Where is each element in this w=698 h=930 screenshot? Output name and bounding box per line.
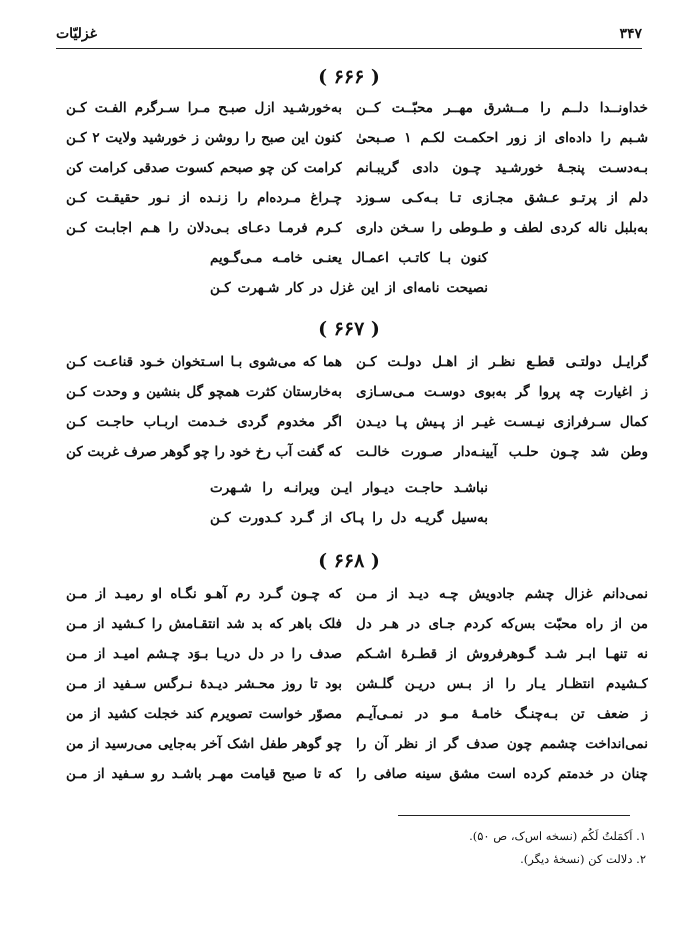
verse-second-hemistich: مصوّر خواست تصویرم کند خجلت کشید از من <box>66 706 342 722</box>
verse-first-hemistich: به‌بلبل ناله کردی لطف و طـوطی را سـخن داری <box>356 220 648 236</box>
poem-number: ( ۶۶۷ ) <box>318 318 380 340</box>
verse-first-hemistich: وطن شد چـون حلـب آیینـه‌دار صـورت خالـت <box>356 444 648 460</box>
verse-first-hemistich: نمی‌انداخت چشمم چون صدف گر از نظر آن را <box>356 736 648 752</box>
verse-second-hemistich: به‌خورشـید ازل صبـح مـرا سـرگرم الفـت کـن <box>66 100 342 116</box>
poem-number: ( ۶۶۸ ) <box>318 550 380 572</box>
running-title: غزلیّات <box>56 26 97 42</box>
verse-first-hemistich: من از راه محبّت بس‌که کردم جـای در هـر دل <box>356 616 648 632</box>
verse-second-hemistich: کنون این صبح را روشن ز خورشید ولایت ۲ کـن <box>66 130 342 146</box>
verse-first-hemistich: شـبم را داده‌ای از زور احکمـت لکـم ۱ صـبحیٰ <box>356 130 648 146</box>
verse-first-hemistich: چنان در خدمتم کرده است مشق سینه صافی را <box>356 766 648 782</box>
verse-second-hemistich: هما که می‌شوی بـا اسـتخوان خـود قناعـت کـن <box>66 354 342 370</box>
verse-second-hemistich: چو گوهر طفل اشک آخر به‌جایی می‌رسید از من <box>66 736 342 752</box>
verse-second-hemistich: بود تا روز محـشر دیـدهٔ نـرگس سـفید از مـن <box>66 676 342 692</box>
verse-second-hemistich: کرامت کن چو صبحم کسوت صدقی کرامت کن <box>66 160 342 176</box>
verse-second-hemistich: صدف را در دل دریـا بـوَد چـشم امیـد از مـن <box>66 646 342 662</box>
closing-first-hemistich: نباشـد حاجـت دیـوار ایـن ویرانـه را شـهرت <box>210 480 488 496</box>
verse-first-hemistich: کـشیدم انتظـار یـار را از بـس دریـن گلـشن <box>356 676 648 692</box>
verse-second-hemistich: فلک باهر که بد شد انتقـامش را کـشید از مـن <box>66 616 342 632</box>
footnote: ۱. اَکمَلتُ لَکُم (نسخه اس‌ک، ص ۵۰). <box>469 829 646 843</box>
verse-second-hemistich: که چـون گـرد رم آهـو نگـاه او رمیـد از مـن <box>66 586 342 602</box>
closing-first-hemistich: کنون بـا کاتـب اعمـال یعنـی خامـه مـی‌گـویم <box>210 250 488 266</box>
verse-first-hemistich: دلم از پرتـو عـشق مجـازی تـا بـه‌کـی سـوزد <box>356 190 648 206</box>
page-header <box>56 22 642 49</box>
verse-first-hemistich: خداونــدا دلــم را مــشرق مهــر محبّــت کــن <box>356 100 648 116</box>
footnote-separator <box>398 815 630 816</box>
verse-second-hemistich: به‌خارستان کثرت همچو گل بنشین و وحدت کـن <box>66 384 342 400</box>
verse-second-hemistich: اگر مخدوم گردی خـدمت اربـاب حاجـت کـن <box>66 414 342 430</box>
footnote: ۲. دلالت کن (نسخهٔ دیگر). <box>520 852 646 866</box>
closing-second-hemistich: به‌سیل گریـه دل را پـاک از گـرد کـدورت کـن <box>210 510 488 526</box>
verse-first-hemistich: نمی‌دانم غزال چشم جادویش چـه دیـد از مـن <box>356 586 648 602</box>
verse-first-hemistich: کمال سـرفرازی نیـسـت غیـر از پـیش پـا دیـدن <box>356 414 648 430</box>
verse-first-hemistich: نه تنهـا ابـر شـد گـوهرفروش از قطـرهٔ اشـکم <box>356 646 648 662</box>
closing-second-hemistich: نصیحت نامه‌ای از این غزل در کار شـهرت کـن <box>210 280 488 296</box>
verse-second-hemistich: کـرم فرمـا دعـای بـی‌دلان را هـم اجابـت کـن <box>66 220 342 236</box>
verse-second-hemistich: که گفت آب رخ خود را چو گوهر صرف غربت کن <box>66 444 342 460</box>
verse-first-hemistich: ز اغیارت چه پروا گر به‌بوی دوسـت مـی‌سـازی <box>356 384 648 400</box>
verse-first-hemistich: بـه‌دسـت پنجـهٔ خورشـید چـون دادی گریبـانم <box>356 160 648 176</box>
verse-first-hemistich: گرایـل دولتـی قطـع نظـر از اهـل دولـت کـن <box>356 354 648 370</box>
page-number: ۳۴۷ <box>619 26 642 42</box>
verse-second-hemistich: چـراغ مـرده‌ام را زنـده از نـور حقیقـت کـن <box>66 190 342 206</box>
verse-second-hemistich: که تا صبح قیامت مهـر باشـد رو سـفید از مـن <box>66 766 342 782</box>
verse-first-hemistich: ز ضعف تن بـه‌چنـگ خامـهٔ مـو در نمـی‌آیـم <box>356 706 648 722</box>
poem-number: ( ۶۶۶ ) <box>318 66 380 88</box>
